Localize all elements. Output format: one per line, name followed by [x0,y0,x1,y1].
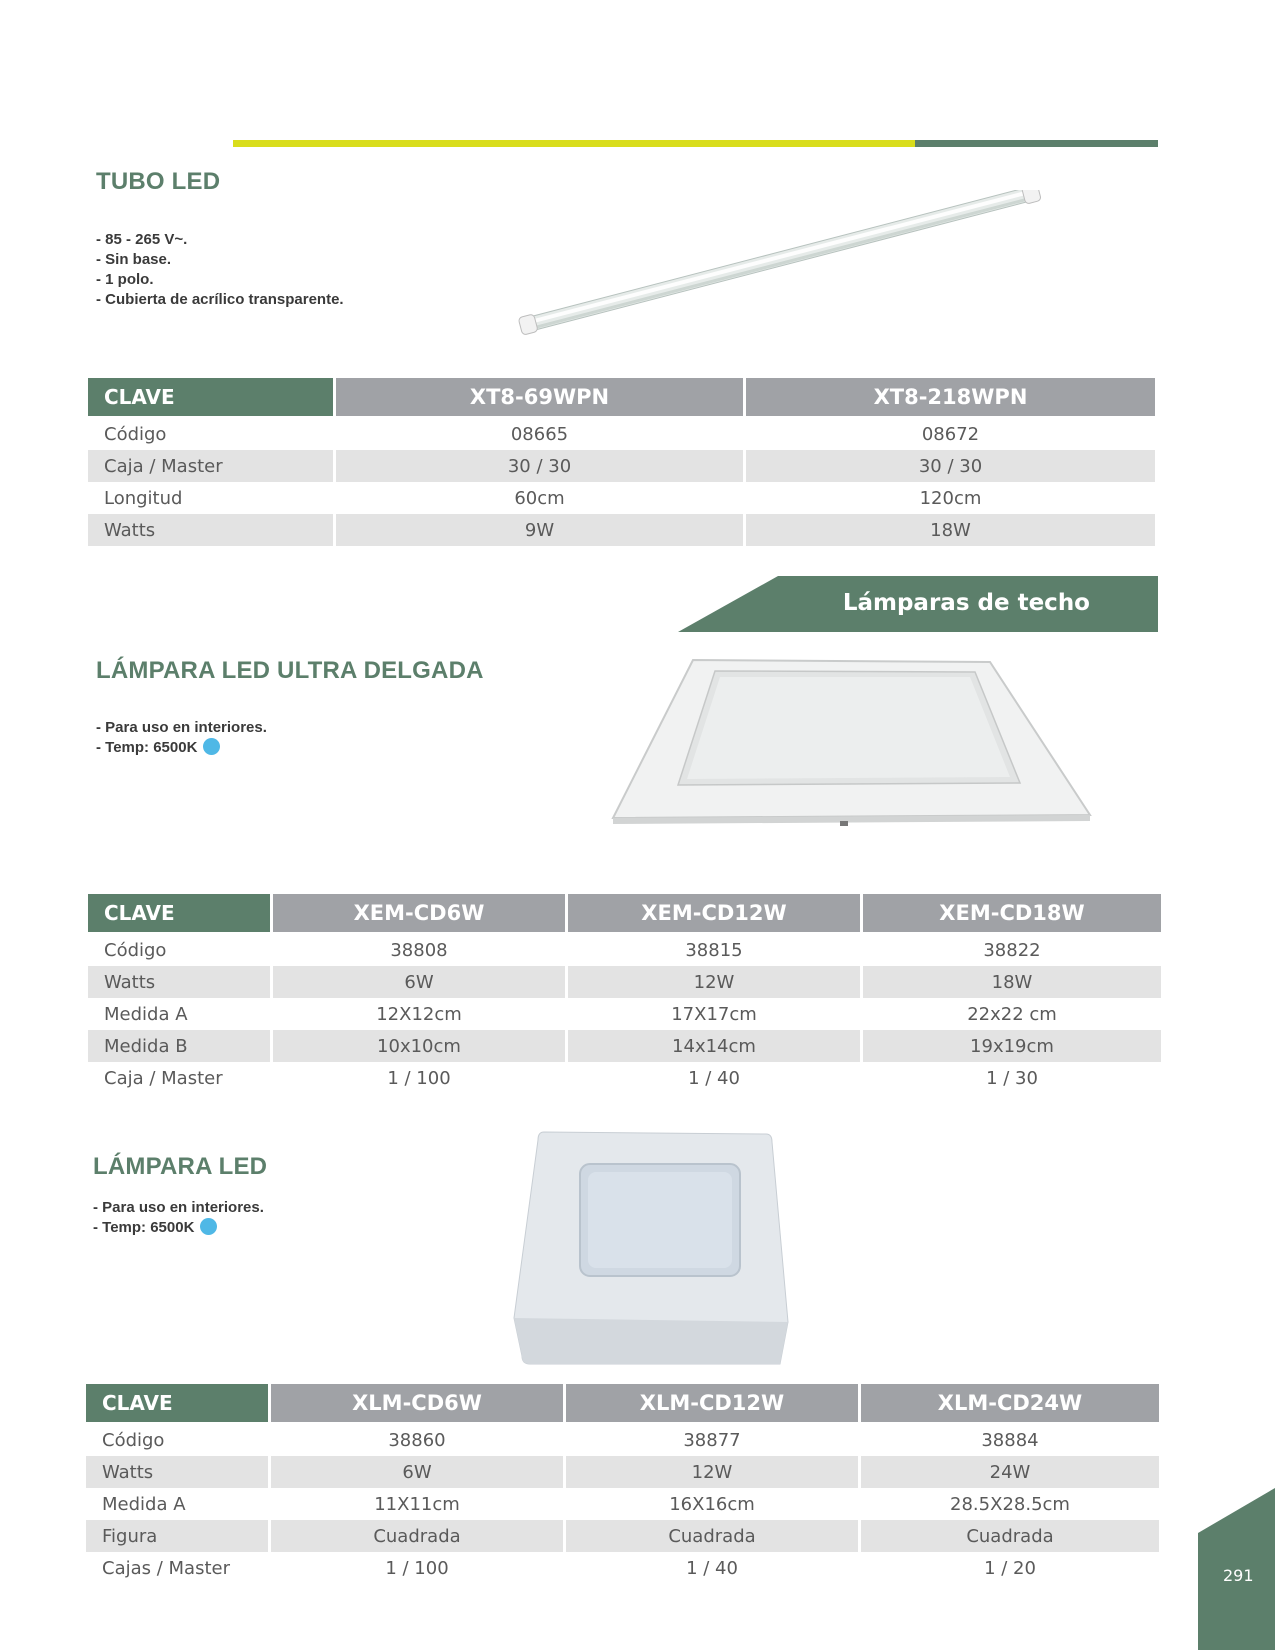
header-clave: CLAVE [86,1384,268,1424]
header-clave: CLAVE [88,894,270,934]
feature-item: - 85 - 265 V~. [96,231,188,248]
table-cell: 1 / 30 [986,1067,1038,1089]
table-cell: 60cm [514,487,565,509]
table-cell: 12X12cm [376,1003,462,1025]
top-accent-bar-yellow [233,140,915,147]
header-model: XEM-CD12W [568,894,860,934]
table-row [88,1030,1161,1062]
row-label: Watts [88,514,333,546]
surface-panel-image [510,1130,790,1370]
table-cell: 12W [568,966,860,998]
section-title-lampara-ultra-delgada: LÁMPARA LED ULTRA DELGADA [96,657,484,684]
header-clave: CLAVE [88,378,333,418]
row-label: Código [104,423,167,445]
table-cell: 9W [336,514,743,546]
feature-item [96,738,267,758]
table-cell: 24W [861,1456,1159,1488]
header-model: XLM-CD24W [861,1384,1159,1424]
table-cell: 1 / 40 [688,1067,740,1089]
row-label: Watts [88,966,270,998]
table-header-row [88,378,1155,418]
spec-table-lampara-led [83,1384,1162,1584]
row-label: Caja / Master [104,1067,223,1089]
table-row [88,966,1161,998]
table-header-row [88,894,1161,934]
table-cell: 6W [273,966,565,998]
table-cell: 1 / 100 [387,1067,451,1089]
table-cell: 30 / 30 [336,450,743,482]
feature-list-ultra-delgada [96,718,267,758]
row-label: Medida A [104,1003,188,1025]
feature-item-text: - Temp: 6500K [96,739,198,756]
table-cell: 6W [271,1456,563,1488]
table-cell: 38808 [390,939,448,961]
table-cell: 11X11cm [374,1493,460,1515]
section-title-tubo-led: TUBO LED [96,168,221,195]
table-header-row [86,1384,1159,1424]
row-label: Figura [86,1520,268,1552]
table-row [86,1488,1159,1520]
category-banner [678,576,1158,632]
feature-item-text: - Temp: 6500K [93,1219,195,1236]
header-model: XT8-69WPN [336,378,743,418]
spec-table-tubo-led [85,378,1158,546]
row-label: Cajas / Master [102,1557,230,1579]
row-label: Caja / Master [88,450,333,482]
header-model: XT8-218WPN [746,378,1155,418]
table-cell: 120cm [919,487,982,509]
feature-item [93,1218,264,1238]
table-cell: 14x14cm [568,1030,860,1062]
table-cell: 1 / 40 [686,1557,738,1579]
feature-item: - Para uso en interiores. [96,719,267,736]
table-cell: Cuadrada [271,1520,563,1552]
table-row [88,998,1161,1030]
table-cell: 18W [746,514,1155,546]
table-cell: 08672 [921,423,980,445]
feature-list-tubo-led [96,230,344,310]
row-label: Medida B [88,1030,270,1062]
temperature-color-dot-icon [200,1218,217,1235]
table-row [88,514,1155,546]
table-row [88,482,1155,514]
table-row [86,1552,1159,1584]
table-cell: 38877 [683,1429,741,1451]
table-cell: 1 / 20 [984,1557,1036,1579]
feature-list-lampara-led [93,1198,264,1238]
ultra-slim-panel-image [605,655,1095,830]
banner-label: Lámparas de techo [842,590,1090,616]
header-model: XEM-CD18W [863,894,1161,934]
row-label: Código [104,939,167,961]
table-row [88,1062,1161,1094]
table-cell: 17X17cm [671,1003,757,1025]
table-cell: 38822 [983,939,1041,961]
table-row [86,1424,1159,1456]
top-accent-bar-green [915,140,1158,147]
table-row [88,934,1161,966]
table-cell: 10x10cm [273,1030,565,1062]
table-cell: 08665 [510,423,569,445]
row-label: Código [102,1429,165,1451]
spec-table-ultra-delgada [85,894,1164,1094]
table-row [86,1456,1159,1488]
temperature-color-dot-icon [203,738,220,755]
feature-item: - 1 polo. [96,271,154,288]
row-label: Longitud [104,487,183,509]
table-cell: 38860 [388,1429,446,1451]
led-tube-image [510,190,1060,340]
table-cell: 22x22 cm [967,1003,1057,1025]
section-title-lampara-led: LÁMPARA LED [93,1153,268,1180]
table-cell: 16X16cm [669,1493,755,1515]
table-cell: 30 / 30 [746,450,1155,482]
table-row [88,450,1155,482]
table-cell: Cuadrada [861,1520,1159,1552]
row-label: Medida A [102,1493,186,1515]
table-cell: 19x19cm [863,1030,1161,1062]
header-model: XLM-CD12W [566,1384,858,1424]
table-cell: Cuadrada [566,1520,858,1552]
header-model: XLM-CD6W [271,1384,563,1424]
feature-item: - Para uso en interiores. [93,1199,264,1216]
feature-item: - Cubierta de acrílico transparente. [96,291,344,308]
table-cell: 1 / 100 [385,1557,449,1579]
page-number: 291 [1223,1566,1254,1585]
table-cell: 12W [566,1456,858,1488]
header-model: XEM-CD6W [273,894,565,934]
table-row [86,1520,1159,1552]
table-row [88,418,1155,450]
table-cell: 18W [863,966,1161,998]
table-cell: 38884 [981,1429,1039,1451]
table-cell: 28.5X28.5cm [950,1493,1070,1515]
feature-item: - Sin base. [96,251,172,268]
table-cell: 38815 [685,939,743,961]
row-label: Watts [86,1456,268,1488]
